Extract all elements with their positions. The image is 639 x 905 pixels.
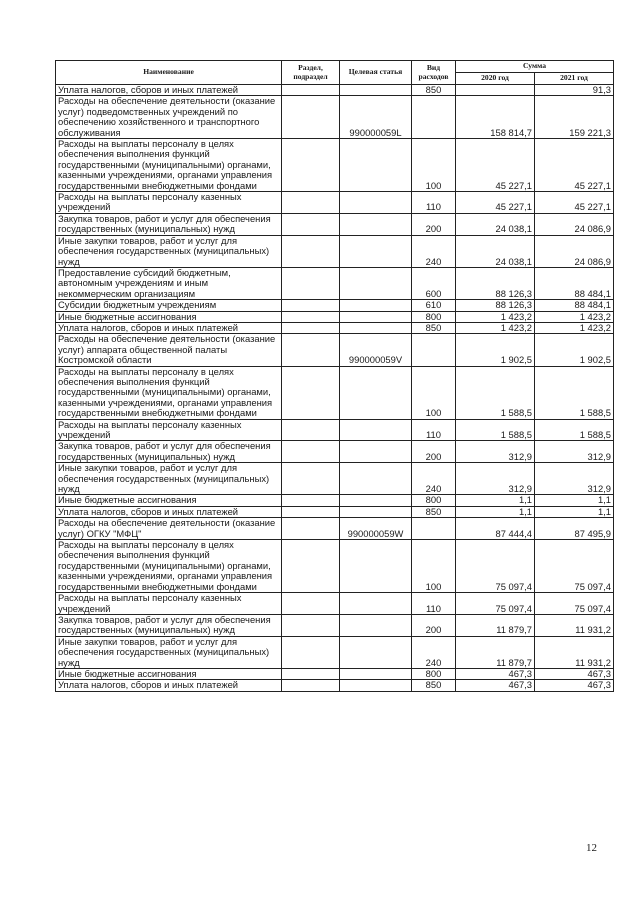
cell-kind: 110 (412, 192, 456, 214)
header-kind: Вид расходов (412, 61, 456, 85)
cell-sum-2020: 158 814,7 (456, 96, 535, 139)
cell-name: Расходы на выплаты персоналу в целях обеспечения выполнения функций государственными (муниципальными) органами, казенными учреждениями, органами управления государственными внебюджетными фондами (56, 366, 282, 419)
cell-name: Расходы на выплаты персоналу казенных учреждений (56, 192, 282, 214)
table-row (56, 267, 614, 299)
cell-sum-2020: 11 879,7 (456, 614, 535, 636)
cell-kind: 800 (412, 495, 456, 506)
cell-target (340, 614, 412, 636)
cell-sum-2020: 24 038,1 (456, 213, 535, 235)
cell-target (340, 192, 412, 214)
cell-kind (412, 334, 456, 366)
table-row (56, 139, 614, 192)
cell-target (340, 311, 412, 322)
cell-kind: 850 (412, 322, 456, 333)
cell-kind: 240 (412, 636, 456, 668)
cell-sum-2020: 312,9 (456, 463, 535, 495)
cell-sum-2021: 11 931,2 (535, 636, 614, 668)
table-row (56, 213, 614, 235)
header-year-2020: 2020 год (456, 73, 535, 85)
table-row (56, 96, 614, 139)
cell-name: Уплата налогов, сборов и иных платежей (56, 680, 282, 691)
cell-name: Предоставление субсидий бюджетным, автономным учреждениям и иным некоммерческим организациям (56, 267, 282, 299)
cell-name: Расходы на выплаты персоналу в целях обеспечения выполнения функций государственными (муниципальными) органами, казенными учреждениями, органами управления государственными внебюджетными фондами (56, 540, 282, 593)
table-row (56, 668, 614, 679)
cell-section (282, 235, 340, 267)
cell-kind: 800 (412, 668, 456, 679)
cell-kind: 800 (412, 311, 456, 322)
cell-sum-2021: 467,3 (535, 680, 614, 691)
cell-section (282, 518, 340, 540)
cell-kind: 110 (412, 419, 456, 441)
cell-section (282, 213, 340, 235)
cell-target (340, 668, 412, 679)
cell-target (340, 267, 412, 299)
cell-sum-2020: 88 126,3 (456, 300, 535, 311)
cell-kind: 200 (412, 441, 456, 463)
header-name: Наименование (56, 61, 282, 85)
cell-kind: 850 (412, 680, 456, 691)
cell-sum-2021: 1 588,5 (535, 366, 614, 419)
cell-sum-2020: 45 227,1 (456, 139, 535, 192)
cell-sum-2021: 1 423,2 (535, 322, 614, 333)
cell-section (282, 463, 340, 495)
cell-kind: 600 (412, 267, 456, 299)
table-row (56, 593, 614, 615)
table-row (56, 506, 614, 517)
cell-target: 990000059L (340, 96, 412, 139)
cell-kind: 610 (412, 300, 456, 311)
cell-sum-2020: 1,1 (456, 495, 535, 506)
cell-section (282, 139, 340, 192)
cell-section (282, 495, 340, 506)
cell-sum-2021: 88 484,1 (535, 300, 614, 311)
cell-sum-2021: 75 097,4 (535, 593, 614, 615)
cell-name: Закупка товаров, работ и услуг для обеспечения государственных (муниципальных) нужд (56, 213, 282, 235)
table-body (56, 85, 614, 692)
cell-target (340, 495, 412, 506)
cell-name: Расходы на обеспечение деятельности (оказание услуг) подведомственных учреждений по обеспечению хозяйственного и транспортного обслуживания (56, 96, 282, 139)
cell-sum-2021: 1 588,5 (535, 419, 614, 441)
cell-name: Иные бюджетные ассигнования (56, 668, 282, 679)
cell-name: Расходы на выплаты персоналу казенных учреждений (56, 593, 282, 615)
cell-section (282, 300, 340, 311)
cell-target (340, 540, 412, 593)
header-sum: Сумма (456, 61, 614, 73)
cell-sum-2021: 1,1 (535, 506, 614, 517)
cell-kind: 240 (412, 463, 456, 495)
cell-kind: 100 (412, 139, 456, 192)
cell-section (282, 419, 340, 441)
cell-target: 990000059V (340, 334, 412, 366)
cell-section (282, 441, 340, 463)
cell-name: Иные закупки товаров, работ и услуг для обеспечения государственных (муниципальных) нужд (56, 463, 282, 495)
table-row (56, 636, 614, 668)
cell-sum-2021: 1 902,5 (535, 334, 614, 366)
cell-sum-2021: 159 221,3 (535, 96, 614, 139)
cell-target (340, 322, 412, 333)
cell-section (282, 85, 340, 96)
table-row (56, 540, 614, 593)
cell-section (282, 668, 340, 679)
table-row (56, 300, 614, 311)
table-row (56, 311, 614, 322)
table-row (56, 680, 614, 691)
cell-sum-2021: 87 495,9 (535, 518, 614, 540)
table-row (56, 441, 614, 463)
cell-name: Закупка товаров, работ и услуг для обеспечения государственных (муниципальных) нужд (56, 441, 282, 463)
cell-kind: 850 (412, 85, 456, 96)
cell-sum-2020: 1 588,5 (456, 419, 535, 441)
cell-section (282, 192, 340, 214)
cell-sum-2020: 1 423,2 (456, 311, 535, 322)
cell-name: Иные закупки товаров, работ и услуг для обеспечения государственных (муниципальных) нужд (56, 235, 282, 267)
header-year-2021: 2021 год (535, 73, 614, 85)
table-row (56, 419, 614, 441)
table-row (56, 495, 614, 506)
cell-kind (412, 96, 456, 139)
cell-kind: 200 (412, 614, 456, 636)
cell-name: Уплата налогов, сборов и иных платежей (56, 506, 282, 517)
cell-section (282, 322, 340, 333)
cell-sum-2020: 1 588,5 (456, 366, 535, 419)
cell-target: 990000059W (340, 518, 412, 540)
cell-target (340, 506, 412, 517)
cell-section (282, 366, 340, 419)
cell-target (340, 213, 412, 235)
table-row (56, 235, 614, 267)
cell-target (340, 593, 412, 615)
cell-sum-2020: 75 097,4 (456, 540, 535, 593)
cell-kind: 240 (412, 235, 456, 267)
cell-sum-2021: 24 086,9 (535, 213, 614, 235)
cell-sum-2021: 312,9 (535, 463, 614, 495)
cell-name: Иные бюджетные ассигнования (56, 495, 282, 506)
cell-target (340, 366, 412, 419)
cell-sum-2021: 91,3 (535, 85, 614, 96)
cell-sum-2020: 1,1 (456, 506, 535, 517)
cell-sum-2021: 45 227,1 (535, 139, 614, 192)
cell-sum-2021: 312,9 (535, 441, 614, 463)
cell-sum-2020: 87 444,4 (456, 518, 535, 540)
table-row (56, 192, 614, 214)
table-row (56, 85, 614, 96)
cell-sum-2020: 467,3 (456, 680, 535, 691)
cell-kind: 110 (412, 593, 456, 615)
table-row (56, 366, 614, 419)
cell-target (340, 680, 412, 691)
cell-sum-2021: 1,1 (535, 495, 614, 506)
table-row (56, 322, 614, 333)
cell-sum-2021: 88 484,1 (535, 267, 614, 299)
cell-sum-2021: 75 097,4 (535, 540, 614, 593)
cell-section (282, 506, 340, 517)
cell-name: Иные бюджетные ассигнования (56, 311, 282, 322)
cell-sum-2020 (456, 85, 535, 96)
cell-target (340, 419, 412, 441)
cell-section (282, 636, 340, 668)
cell-kind: 200 (412, 213, 456, 235)
cell-sum-2021: 1 423,2 (535, 311, 614, 322)
cell-kind: 100 (412, 540, 456, 593)
header-section: Раздел, подраздел (282, 61, 340, 85)
header-target: Целевая статья (340, 61, 412, 85)
cell-section (282, 680, 340, 691)
cell-sum-2020: 1 423,2 (456, 322, 535, 333)
cell-target (340, 441, 412, 463)
cell-section (282, 593, 340, 615)
cell-section (282, 334, 340, 366)
table-row (56, 518, 614, 540)
cell-sum-2021: 467,3 (535, 668, 614, 679)
cell-sum-2020: 11 879,7 (456, 636, 535, 668)
cell-name: Субсидии бюджетным учреждениям (56, 300, 282, 311)
cell-target (340, 463, 412, 495)
cell-sum-2021: 24 086,9 (535, 235, 614, 267)
cell-name: Расходы на выплаты персоналу в целях обеспечения выполнения функций государственными (муниципальными) органами, казенными учреждениями, органами управления государственными внебюджетными фондами (56, 139, 282, 192)
cell-section (282, 96, 340, 139)
cell-kind (412, 518, 456, 540)
cell-target (340, 235, 412, 267)
page-number: 12 (586, 842, 597, 854)
cell-section (282, 614, 340, 636)
cell-name: Иные закупки товаров, работ и услуг для обеспечения государственных (муниципальных) нужд (56, 636, 282, 668)
cell-sum-2020: 45 227,1 (456, 192, 535, 214)
cell-target (340, 85, 412, 96)
cell-target (340, 139, 412, 192)
cell-sum-2020: 1 902,5 (456, 334, 535, 366)
cell-section (282, 311, 340, 322)
cell-name: Расходы на выплаты персоналу казенных учреждений (56, 419, 282, 441)
cell-kind: 100 (412, 366, 456, 419)
cell-target (340, 300, 412, 311)
cell-sum-2020: 467,3 (456, 668, 535, 679)
cell-section (282, 540, 340, 593)
cell-section (282, 267, 340, 299)
table-row (56, 463, 614, 495)
cell-target (340, 636, 412, 668)
cell-name: Расходы на обеспечение деятельности (оказание услуг) аппарата общественной палаты Костромской области (56, 334, 282, 366)
cell-sum-2020: 24 038,1 (456, 235, 535, 267)
cell-name: Уплата налогов, сборов и иных платежей (56, 322, 282, 333)
cell-sum-2020: 75 097,4 (456, 593, 535, 615)
cell-sum-2021: 11 931,2 (535, 614, 614, 636)
cell-name: Уплата налогов, сборов и иных платежей (56, 85, 282, 96)
cell-sum-2020: 88 126,3 (456, 267, 535, 299)
cell-name: Закупка товаров, работ и услуг для обеспечения государственных (муниципальных) нужд (56, 614, 282, 636)
cell-sum-2021: 45 227,1 (535, 192, 614, 214)
table-row (56, 614, 614, 636)
table-header (56, 61, 614, 85)
table-row (56, 334, 614, 366)
budget-table (55, 60, 614, 692)
cell-sum-2020: 312,9 (456, 441, 535, 463)
cell-name: Расходы на обеспечение деятельности (оказание услуг) ОГКУ "МФЦ" (56, 518, 282, 540)
cell-kind: 850 (412, 506, 456, 517)
